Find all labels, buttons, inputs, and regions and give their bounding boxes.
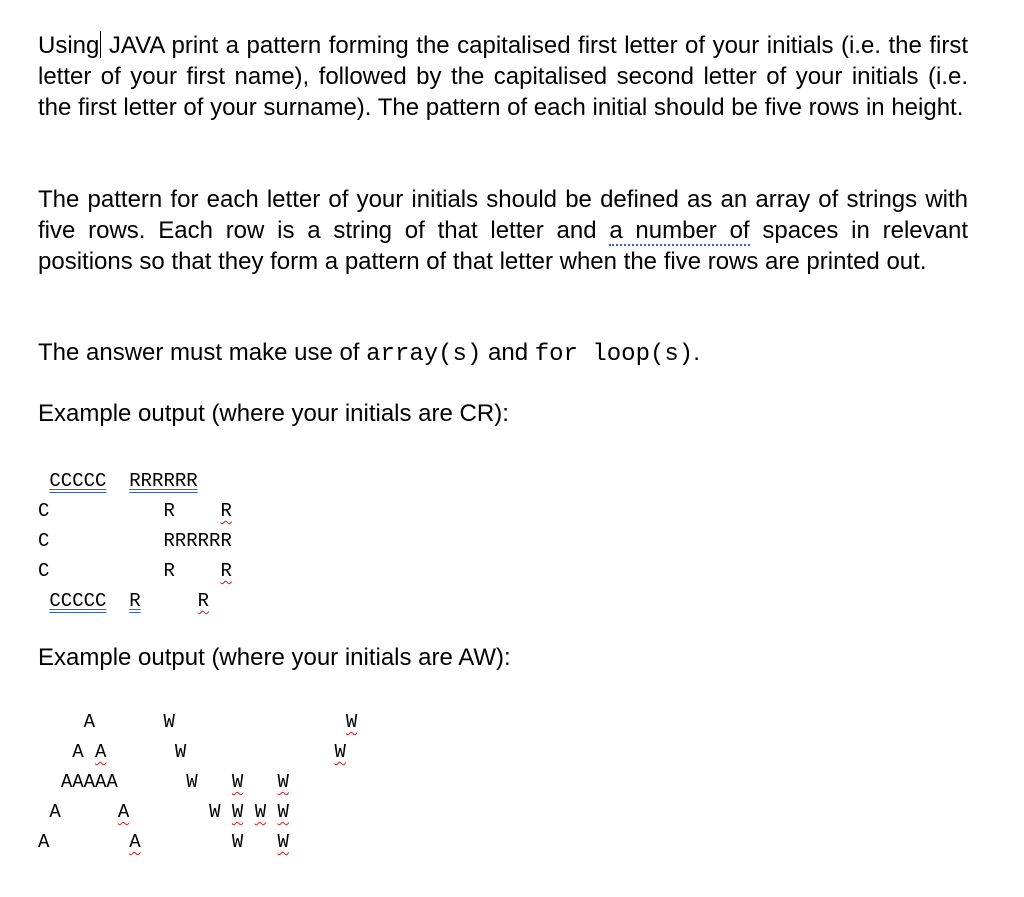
paragraph-text: spaces in relevant positions so that they form a pattern of that letter when the five rows are printed out. — [38, 217, 968, 275]
output-row: C R R — [38, 560, 232, 582]
output-row: C RRRRRR — [38, 530, 232, 552]
output-row: A A W W W W — [49, 801, 289, 823]
code-for-loop: for loop(s) — [534, 341, 694, 368]
paragraph-text: . — [693, 339, 700, 366]
paragraph-constraints — [38, 337, 968, 370]
heading-text: Example output (where your initials are CR): — [38, 400, 509, 427]
example2-heading — [38, 642, 968, 673]
output-row: A A W W — [38, 831, 289, 853]
output-row: A A W W — [72, 741, 346, 763]
example-aw-output — [38, 707, 357, 857]
output-row: A W W — [83, 711, 358, 733]
example-cr-output — [38, 466, 232, 616]
paragraph-text: The pattern for each letter of your initials should be defined as an array of strings with five rows. Each row is a string of that letter and — [38, 186, 968, 244]
code-array: array(s) — [366, 341, 482, 368]
output-row: CCCCC RRRRRR — [49, 470, 198, 492]
grammar-suggestion[interactable]: a number of — [609, 217, 750, 244]
example1-heading — [38, 398, 968, 429]
paragraph-text: JAVA print a pattern forming the capitalised first letter of your initials (i.e. the first letter of your first name), followed by the capitalised second letter of your initials (i.e. the first letter of your surname). The pattern of each initial should be five rows in height. — [38, 32, 968, 121]
output-row: C R R — [38, 500, 232, 522]
paragraph-text: Using — [38, 32, 100, 59]
output-row: CCCCC R R — [49, 590, 210, 612]
paragraph-instructions — [38, 30, 968, 123]
paragraph-array-requirements — [38, 184, 968, 277]
output-row: AAAAA W W W — [60, 771, 289, 793]
heading-text: Example output (where your initials are AW): — [38, 644, 511, 671]
paragraph-text: and — [481, 339, 535, 366]
paragraph-text: The answer must make use of — [38, 339, 367, 366]
